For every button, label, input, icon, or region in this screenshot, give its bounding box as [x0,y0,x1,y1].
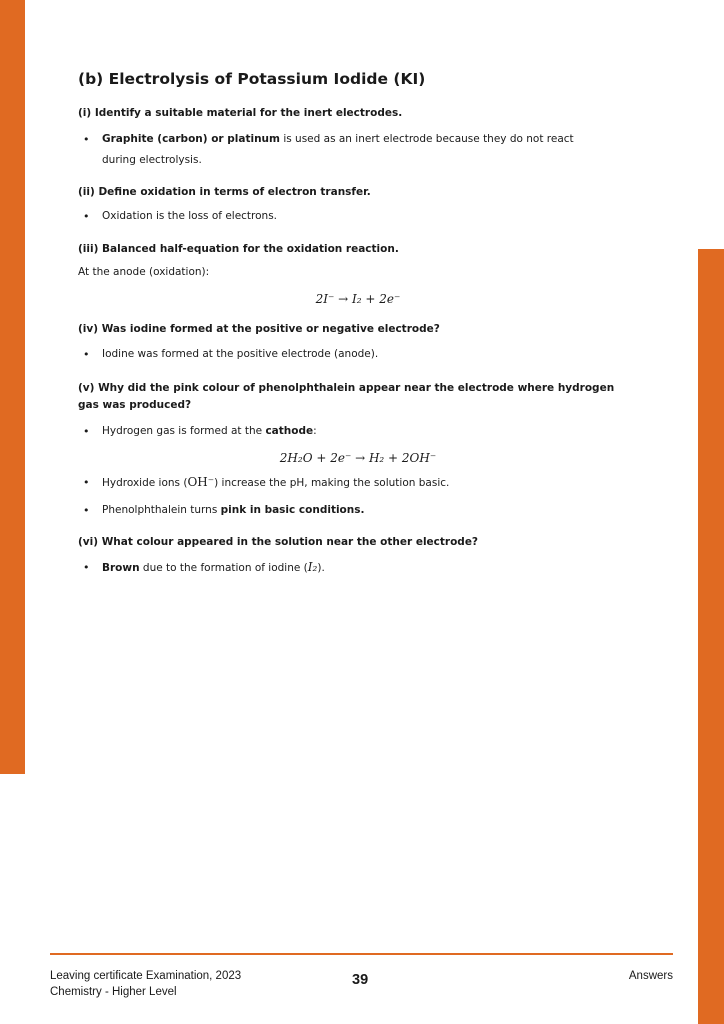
right-accent-bar [698,249,724,1024]
footer-section-label: Answers [628,970,673,982]
question-ii: (ii) Define oxidation in terms of electron transfer. [78,186,371,198]
question-i: (i) Identify a suitable material for the inert electrodes. [78,107,403,119]
question-vi: (vi) What colour appeared in the solution near the other electrode? [78,536,479,548]
list-item: • Hydrogen gas is formed at the cathode: [78,421,638,442]
cathode-equation: 2H₂O + 2e⁻ → H₂ + 2OH⁻ [279,451,437,465]
list-item: • Iodine was formed at the positive electrode (anode). [78,344,638,365]
list-item: • Graphite (carbon) or platinum is used as an inert electrode because they do not react during electrolysis. [78,129,602,171]
footer-exam-info: Leaving certificate Examination, 2023 Chemistry - Higher Level [50,970,242,998]
question-iii: (iii) Balanced half-equation for the oxidation reaction. [78,243,399,255]
answer-content [78,70,638,579]
footer-divider [50,953,673,955]
left-accent-bar [0,0,25,774]
list-item: • Brown due to the formation of iodine (I₂). [78,557,638,579]
section-title: (b) Electrolysis of Potassium Iodide (KI) [78,70,426,88]
oxidation-equation: 2I⁻ → I₂ + 2e⁻ [315,292,401,306]
page-number: 39 [352,972,369,988]
question-v: (v) Why did the pink colour of phenolphthalein appear near the electrode where hydrogen gas was produced? [78,382,615,411]
question-iv: (iv) Was iodine formed at the positive or negative electrode? [78,323,440,335]
list-item: • Oxidation is the loss of electrons. [78,206,638,227]
list-item: • Phenolphthalein turns pink in basic conditions. [78,500,638,521]
anode-intro: At the anode (oxidation): [78,266,210,278]
list-item: • Hydroxide ions (OH⁻) increase the pH, making the solution basic. [78,472,638,494]
